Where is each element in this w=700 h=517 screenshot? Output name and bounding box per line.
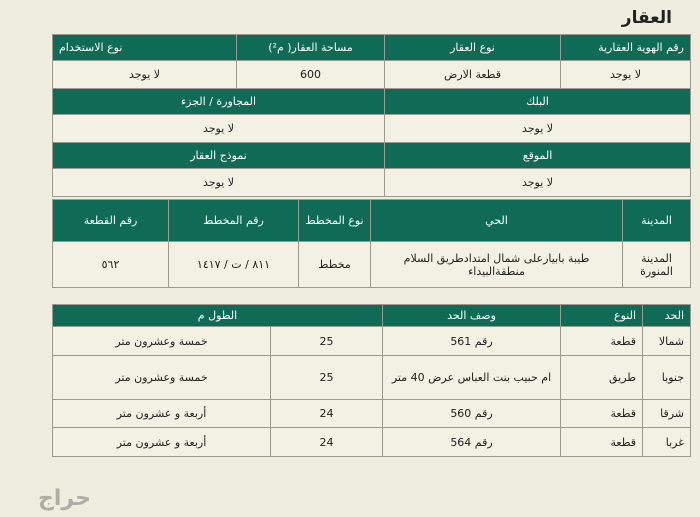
boundary-side-east: شرقا (643, 400, 691, 428)
section-title: العقار (621, 8, 672, 28)
boundary-type-east: قطعة (561, 400, 643, 428)
header-location: الموقع (385, 143, 691, 169)
boundary-length-east: 24 (271, 400, 383, 428)
header-plan-number: رقم المخطط (169, 200, 299, 242)
header-neighborhood-part: المجاورة / الجزء (53, 89, 385, 115)
value-block: لا يوجد (385, 115, 691, 143)
property-table (52, 34, 691, 197)
value-property-id: لا يوجد (561, 61, 691, 89)
boundary-type-west: قطعة (561, 428, 643, 457)
boundary-length-text-north: خمسة وعشرون متر (53, 327, 271, 356)
boundary-desc-west: رقم 564 (383, 428, 561, 457)
header-property-type: نوع العقار (385, 35, 561, 61)
boundaries-table (52, 304, 691, 457)
header-boundary-type: النوع (561, 305, 643, 327)
header-city: المدينة (623, 200, 691, 242)
boundary-side-west: غربا (643, 428, 691, 457)
boundary-length-north: 25 (271, 327, 383, 356)
value-plan-number: ٨١١ / ت / ١٤١٧ (169, 242, 299, 288)
header-plan-type: نوع المخطط (299, 200, 371, 242)
haraj-watermark: حراج (38, 486, 91, 511)
value-city: المدينة المنورة (623, 242, 691, 288)
location-table (52, 199, 691, 288)
boundary-length-text-east: أربعة و عشرون متر (53, 400, 271, 428)
header-plot-number: رقم القطعة (53, 200, 169, 242)
value-usage-type: لا يوجد (53, 61, 237, 89)
header-property-model: نموذج العقار (53, 143, 385, 169)
boundary-length-south: 25 (271, 356, 383, 400)
value-plan-type: مخطط (299, 242, 371, 288)
header-property-area: مساحة العقار( م²) (237, 35, 385, 61)
header-usage-type: نوع الاستخدام (53, 35, 237, 61)
boundary-length-text-west: أربعة و عشرون متر (53, 428, 271, 457)
header-property-id: رقم الهوية العقارية (561, 35, 691, 61)
value-property-model: لا يوجد (53, 169, 385, 197)
header-boundary-side: الحد (643, 305, 691, 327)
header-boundary-desc: وصف الحد (383, 305, 561, 327)
value-location: لا يوجد (385, 169, 691, 197)
value-plot-number: ٥٦٢ (53, 242, 169, 288)
header-district: الحي (371, 200, 623, 242)
boundary-desc-south: ام حبيب بنت العباس عرض 40 متر (383, 356, 561, 400)
boundary-desc-east: رقم 560 (383, 400, 561, 428)
boundary-side-north: شمالا (643, 327, 691, 356)
boundary-type-south: طريق (561, 356, 643, 400)
boundary-type-north: قطعة (561, 327, 643, 356)
header-block: البلك (385, 89, 691, 115)
header-boundary-length: الطول م (53, 305, 383, 327)
value-district: طيبة بابيارعلى شمال امتدادطريق السلام منطقةالبيداء (371, 242, 623, 288)
value-neighborhood-part: لا يوجد (53, 115, 385, 143)
boundary-desc-north: رقم 561 (383, 327, 561, 356)
value-property-area: 600 (237, 61, 385, 89)
value-property-type: قطعة الارض (385, 61, 561, 89)
boundary-length-text-south: خمسة وعشرون متر (53, 356, 271, 400)
boundary-side-south: جنوبا (643, 356, 691, 400)
boundary-length-west: 24 (271, 428, 383, 457)
